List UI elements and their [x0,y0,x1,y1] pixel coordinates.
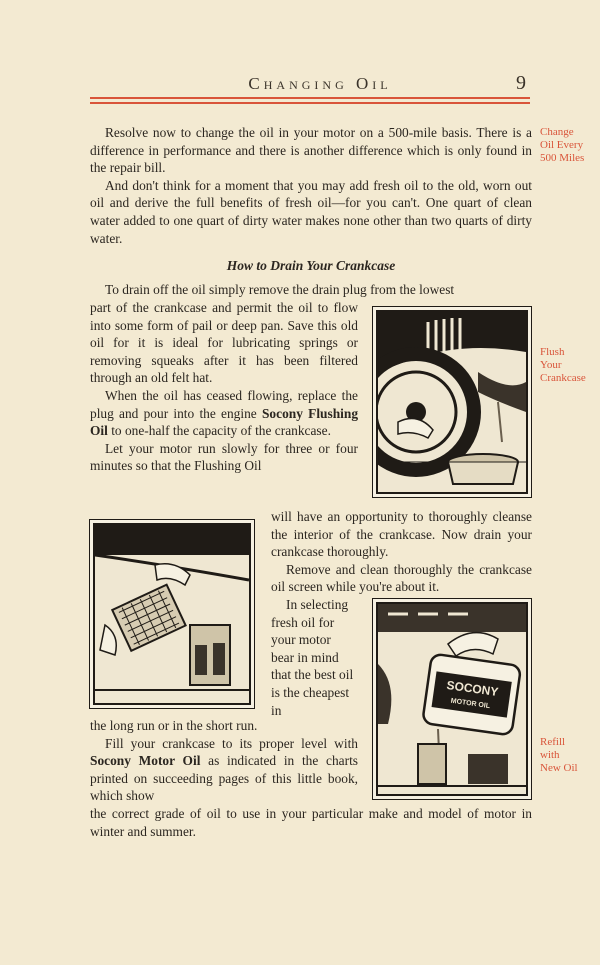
paragraph: In selecting fresh oil for your motor bear in mind that the best oil is the cheapest in [271,597,354,718]
intro-text [90,124,532,247]
section-heading: How to Drain Your Crankcase [226,258,396,273]
header-rule-bottom [90,102,530,104]
margin-note-line: New Oil [540,762,578,774]
paragraph: Fill your crankcase to its proper level with Socony Motor Oil as indicated in the charts printed on succeeding pages of this little book, which show [90,735,359,804]
margin-note-line: with [540,749,560,761]
can-label-brand: SOCONY [445,677,500,700]
paragraph: part of the crankcase and permit the oil to flow into some form of pail or deep pan. Save this old oil for it is ideal for lubricating springs or removing squeaks after it has been filtered through an old felt hat. [90,300,358,386]
can-label-product: MOTOR OIL [450,697,491,711]
page-title: Changing Oil [248,74,392,93]
drain-text-column [90,299,358,475]
paragraph: will have an opportunity to thoroughly cleanse the interior of the crankcase. Now drain your crankcase thoroughly. [271,509,532,560]
page-number: 9 [516,72,526,94]
paragraph: Resolve now to change the oil in your motor on a 500-mile basis. There is a difference in performance and there is another difference which is only found in the repair bill. [90,125,532,176]
illustration-drain-oil [376,310,528,494]
paragraph: Let your motor run slowly for three or four minutes so that the Flushing Oil [90,440,358,474]
header-rule-top [90,97,530,99]
margin-note-line: 500 Miles [540,152,585,164]
flush-text-column [271,508,532,596]
paragraph: When the oil has ceased flowing, replace the plug and pour into the engine Socony Flushing Oil to one-half the capacity of the crankcase. [90,387,359,439]
margin-note-line: Oil Every [540,139,584,151]
illustration-clean-screen [93,523,251,705]
illustration-refill-oil [376,602,528,796]
paragraph: the long run or in the short run. [90,718,258,733]
margin-note-line: Refill [540,736,566,748]
margin-note-line: Flush [540,346,565,358]
product-name: Socony Flushing Oil [90,405,359,439]
paragraph: the correct grade of oil to use in your particular make and model of motor in winter and summer. [90,806,532,839]
product-name: Socony Motor Oil [90,753,201,769]
select-oil-column [271,596,356,719]
margin-note-line: Your [540,359,562,371]
margin-note-flush [540,346,586,385]
paragraph: And don't think for a moment that you may add fresh oil to the old, worn out oil and derive the full benefits of fresh oil—for you can't. One quart of clean water added to one quart of dirty water makes none other than two quarts of dirty water. [90,177,532,246]
closing-text [90,805,532,840]
paragraph: To drain off the oil simply remove the drain plug from the lowest [105,282,455,297]
margin-note-change-oil [540,126,584,165]
margin-note-refill [540,736,578,775]
paragraph: Remove and clean thoroughly the crankcase oil screen while you're about it. [271,561,532,595]
margin-note-line: Change [540,126,574,138]
drain-text-line [90,281,532,299]
refill-text-column [90,717,358,805]
margin-note-line: Crankcase [540,372,586,384]
